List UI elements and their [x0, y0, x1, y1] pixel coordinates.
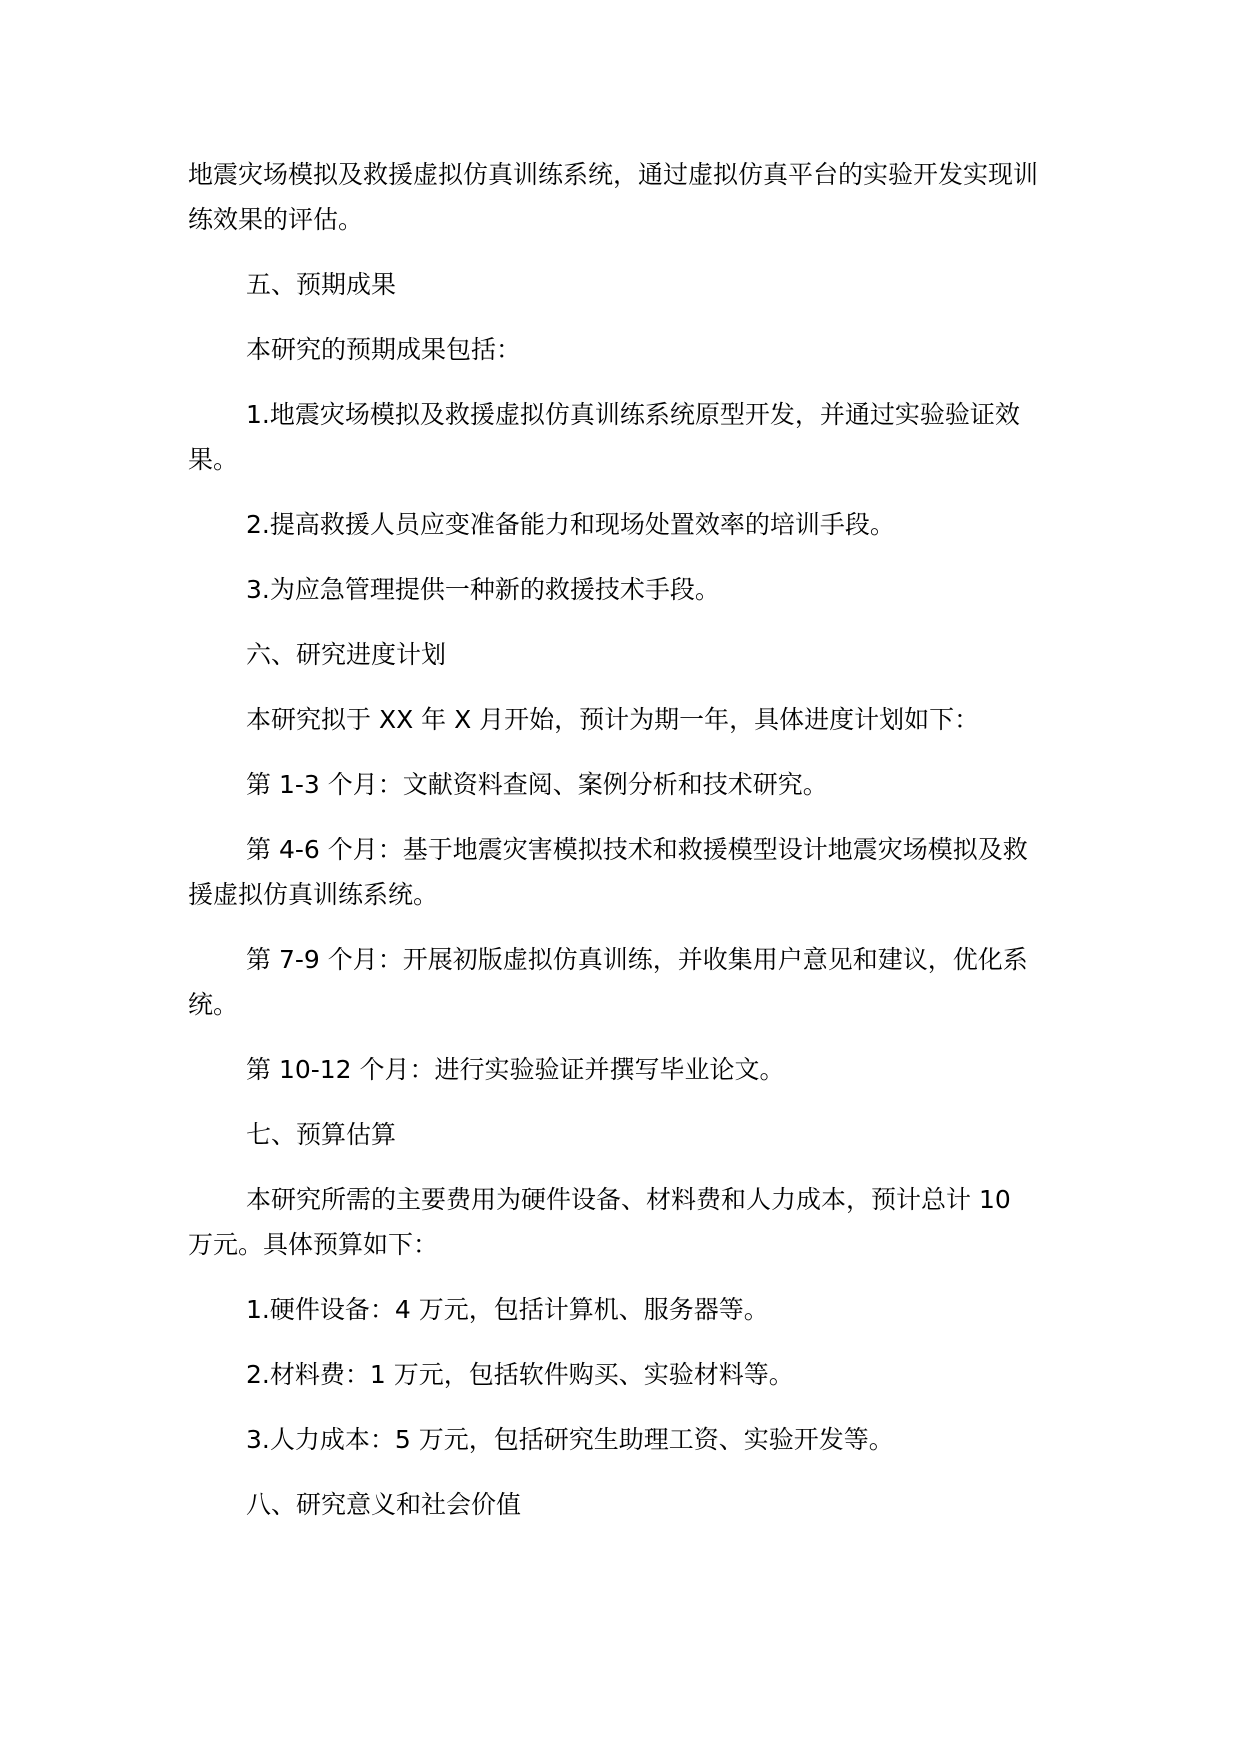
schedule-item-2: 第 4-6 个月：基于地震灾害模拟技术和救援模型设计地震灾场模拟及救援虚拟仿真训练系统。 [188, 835, 1028, 909]
schedule-item-1: 第 1-3 个月：文献资料查阅、案例分析和技术研究。 [246, 770, 828, 799]
outcome-item-2: 2.提高救援人员应变准备能力和现场处置效率的培训手段。 [246, 510, 895, 539]
outcome-item-1: 1.地震灾场模拟及救援虚拟仿真训练系统原型开发，并通过实验验证效果。 [188, 400, 1020, 474]
paragraph-outcomes-intro: 本研究的预期成果包括： [246, 335, 522, 364]
paragraph-budget-intro: 本研究所需的主要费用为硬件设备、材料费和人力成本，预计总计 10 万元。具体预算如下： [188, 1185, 1011, 1259]
paragraph-continuation: 地震灾场模拟及救援虚拟仿真训练系统，通过虚拟仿真平台的实验开发实现训练效果的评估。 [188, 160, 1039, 234]
budget-item-2: 2.材料费：1 万元，包括软件购买、实验材料等。 [246, 1360, 794, 1389]
section-heading-7: 七、预算估算 [246, 1120, 397, 1149]
section-heading-8: 八、研究意义和社会价值 [246, 1490, 522, 1519]
paragraph-schedule-intro: 本研究拟于 XX 年 X 月开始，预计为期一年，具体进度计划如下： [246, 705, 980, 734]
section-heading-6: 六、研究进度计划 [246, 640, 447, 669]
section-heading-5: 五、预期成果 [246, 270, 397, 299]
budget-item-3: 3.人力成本：5 万元，包括研究生助理工资、实验开发等。 [246, 1425, 894, 1454]
document-body [188, 152, 1038, 1547]
outcome-item-3: 3.为应急管理提供一种新的救援技术手段。 [246, 575, 720, 604]
schedule-item-4: 第 10-12 个月：进行实验验证并撰写毕业论文。 [246, 1055, 785, 1084]
budget-item-1: 1.硬件设备：4 万元，包括计算机、服务器等。 [246, 1295, 769, 1324]
schedule-item-3: 第 7-9 个月：开展初版虚拟仿真训练，并收集用户意见和建议，优化系统。 [188, 945, 1028, 1019]
